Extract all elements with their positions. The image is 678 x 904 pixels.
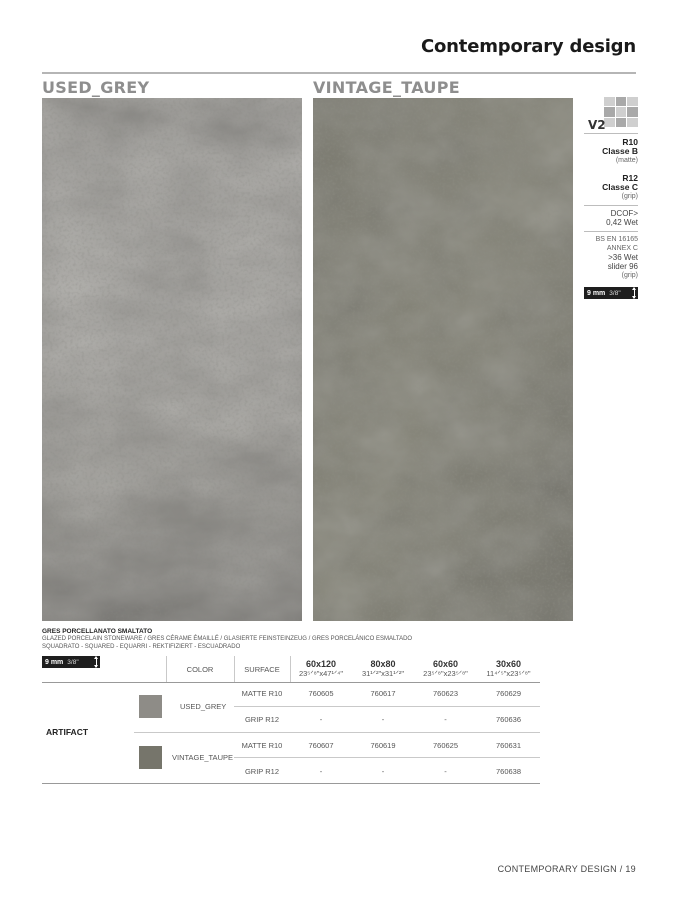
code-cell: 760625	[432, 741, 459, 750]
size-cm: 60x120	[305, 659, 337, 669]
tile-heading-used-grey: USED_GREY	[42, 78, 150, 97]
spec-bs-line2: ANNEX C	[606, 245, 638, 252]
spec-dcof	[584, 209, 638, 227]
tile-image-used-grey	[42, 98, 302, 621]
material-description: GLAZED PORCELAIN STONEWARE / GRES CÉRAME ÉMAILLÉ / GLASIERTE FEINSTEINZEUG / GRES PORCELÁNICO ESMALTADO	[42, 636, 413, 642]
spec-r10-note: (matte)	[615, 157, 638, 164]
thickness-badge-spec	[584, 287, 638, 299]
color-swatch-used-grey	[139, 695, 162, 718]
spec-r12-class: Classe C	[602, 182, 638, 192]
thickness-inch: 3/8"	[609, 289, 621, 297]
col-header-color: COLOR	[186, 665, 214, 674]
table-thickness-mm: 9 mm	[45, 658, 64, 666]
row-divider	[234, 757, 540, 758]
code-cell: 760636	[495, 715, 522, 724]
size-cm: 80x80	[370, 659, 396, 669]
size-inch: 11⁴ᐟ⁵"x23⁵ᐟ⁸"	[486, 669, 531, 678]
surface-matte-r10: MATTE R10	[241, 741, 283, 750]
spec-r10	[584, 138, 638, 165]
col-header-size-30x60	[477, 659, 540, 679]
spec-divider	[584, 205, 638, 206]
surface-matte-r10: MATTE R10	[241, 689, 283, 698]
code-cell: 760623	[432, 689, 459, 698]
page-footer: CONTEMPORARY DESIGN / 19	[497, 864, 636, 874]
size-inch: 23⁵ᐟ⁸"x47¹ᐟ⁴"	[298, 669, 344, 678]
variation-grid-icon	[604, 97, 638, 127]
color-name-used-grey: USED_GREY	[180, 702, 227, 711]
thickness-arrow-icon	[634, 288, 635, 298]
code-cell: -	[319, 767, 323, 776]
code-cell: -	[381, 767, 385, 776]
spec-r10-label: R10	[622, 137, 638, 147]
code-cell: -	[319, 715, 323, 724]
col-header-size-80x80	[352, 659, 414, 679]
size-inch: 23⁵ᐟ⁸"x23⁵ᐟ⁸"	[423, 669, 468, 678]
code-cell: -	[444, 715, 447, 724]
variation-label: V2	[588, 118, 606, 132]
table-header-rule	[42, 682, 540, 683]
color-swatch-vintage-taupe	[139, 746, 162, 769]
tile-heading-vintage-taupe: VINTAGE_TAUPE	[313, 78, 460, 97]
col-header-size-60x120	[290, 659, 352, 679]
spec-bs-line5: (grip)	[621, 272, 638, 279]
color-name-vintage-taupe: VINTAGE_TAUPE	[172, 753, 233, 762]
surface-grip-r12: GRIP R12	[244, 767, 280, 776]
code-cell: 760617	[370, 689, 396, 698]
table-thickness-inch: 3/8"	[67, 658, 79, 666]
col-header-surface: SURFACE	[244, 665, 280, 674]
group-divider	[134, 732, 540, 733]
surface-grip-r12: GRIP R12	[244, 715, 280, 724]
size-inch: 31¹ᐟ²"x31¹ᐟ²"	[361, 669, 405, 678]
spec-dcof-line1: DCOF>	[610, 209, 638, 218]
header-divider	[42, 72, 636, 74]
tile-image-vintage-taupe	[313, 98, 573, 621]
material-finish: SQUADRATO - SQUARED - EQUARRI - REKTIFIZIERT - ESCUADRADO	[42, 644, 241, 650]
spec-divider	[584, 231, 638, 232]
spec-r10-class: Classe B	[602, 146, 638, 156]
table-bottom-rule	[42, 783, 540, 784]
code-cell: 760638	[495, 767, 522, 776]
material-title: GRES PORCELLANATO SMALTATO	[42, 628, 153, 635]
spec-r12-note: (grip)	[621, 193, 638, 200]
spec-bs-line4: slider 96	[607, 262, 638, 271]
spec-dcof-line2: 0,42 Wet	[606, 218, 638, 227]
thickness-badge-table	[42, 656, 100, 668]
code-cell: 760619	[370, 741, 396, 750]
code-cell: 760631	[495, 741, 522, 750]
spec-bs-line3: >36 Wet	[608, 253, 638, 262]
code-cell: 760629	[495, 689, 522, 698]
code-cell: -	[381, 715, 385, 724]
code-cell: 760605	[308, 689, 334, 698]
spec-bs-line1: BS EN 16165	[595, 236, 638, 243]
row-divider	[234, 706, 540, 707]
size-cm: 30x60	[495, 659, 522, 669]
size-cm: 60x60	[432, 659, 459, 669]
page-title: Contemporary design	[421, 36, 636, 57]
spec-r12-label: R12	[622, 173, 638, 183]
spec-r12	[584, 174, 638, 201]
thickness-arrow-icon	[96, 657, 97, 667]
code-cell: 760607	[308, 741, 334, 750]
series-name: ARTIFACT	[46, 727, 89, 737]
spec-divider	[584, 133, 638, 134]
thickness-mm: 9 mm	[587, 289, 606, 297]
col-header-size-60x60	[414, 659, 477, 679]
code-cell: -	[444, 767, 447, 776]
spec-bs-en	[584, 235, 638, 280]
